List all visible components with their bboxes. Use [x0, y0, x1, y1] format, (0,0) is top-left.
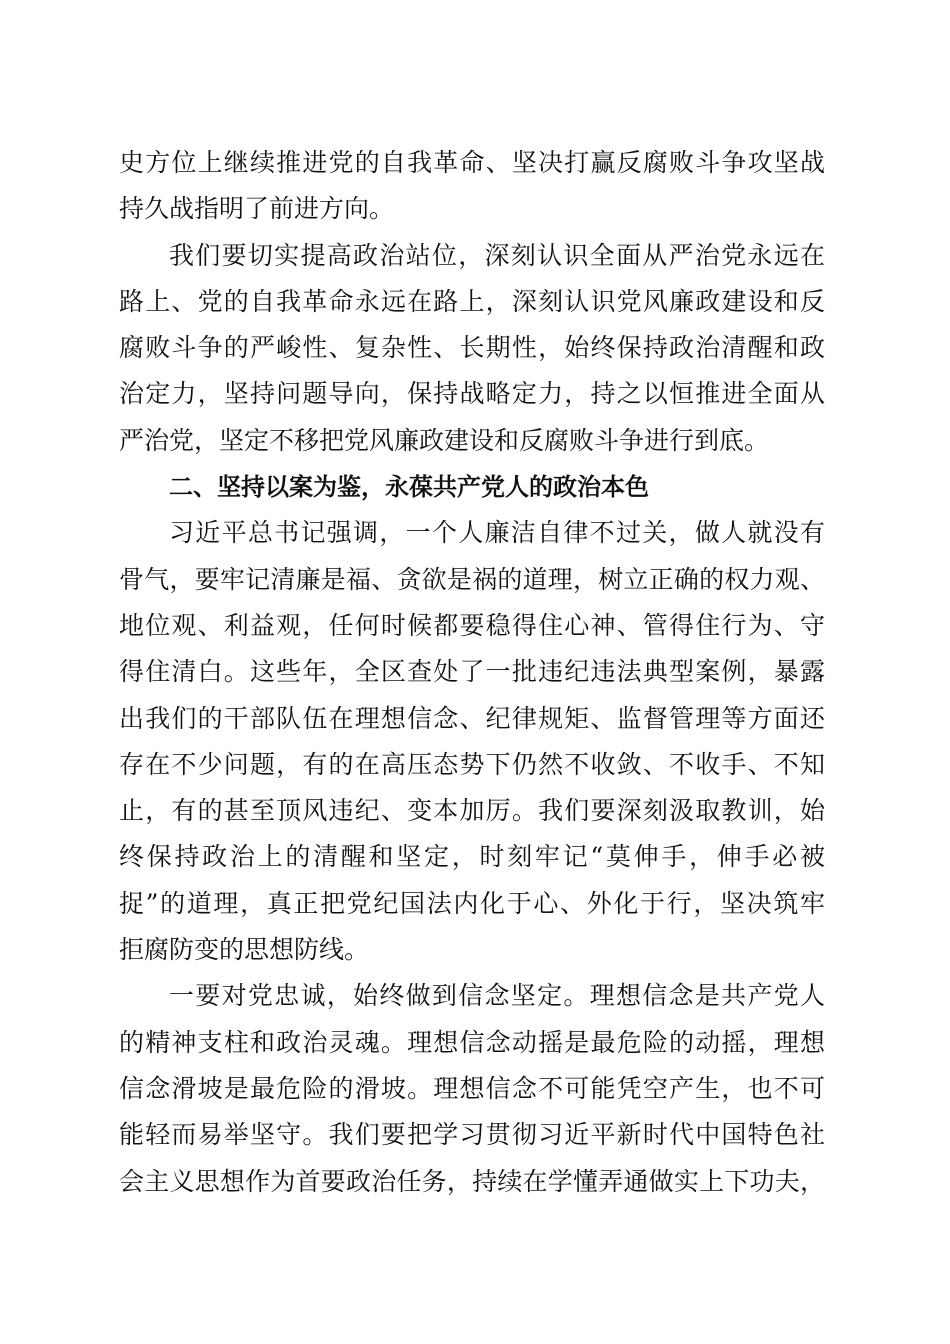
paragraph-first-line: 一要对党忠诚，始终做到信念坚定。理想信念是共产党人 [169, 981, 825, 1011]
text-line: 终保持政治上的清醒和坚定，时刻牢记“莫伸手，伸手必被 [119, 842, 825, 872]
text-line: 拒腐防变的思想防线。 [119, 935, 370, 965]
section-heading: 二、坚持以案为鉴，永葆共产党人的政治本色 [169, 473, 649, 502]
text-line: 的精神支柱和政治灵魂。理想信念动摇是最危险的动摇，理想 [119, 1027, 825, 1057]
text-line: 腐败斗争的严峻性、复杂性、长期性，始终保持政治清醒和政 [119, 333, 825, 363]
paragraph-first-line: 我们要切实提高政治站位，深刻认识全面从严治党永远在 [169, 240, 825, 270]
text-line: 存在不少问题，有的在高压态势下仍然不收敛、不收手、不知 [119, 749, 825, 779]
text-line: 能轻而易举坚守。我们要把学习贯彻习近平新时代中国特色社 [119, 1120, 825, 1150]
text-line: 路上、党的自我革命永远在路上，深刻认识党风廉政建设和反 [119, 286, 825, 316]
text-line: 止，有的甚至顶风违纪、变本加厉。我们要深刻汲取教训，始 [119, 796, 825, 826]
text-line: 持久战指明了前进方向。 [119, 194, 395, 224]
text-line: 捉”的道理，真正把党纪国法内化于心、外化于行，坚决筑牢 [119, 888, 825, 918]
text-line: 史方位上继续推进党的自我革命、坚决打赢反腐败斗争攻坚战 [119, 148, 825, 177]
paragraph-first-line: 习近平总书记强调，一个人廉洁自律不过关，做人就没有 [169, 518, 825, 548]
text-line: 骨气，要牢记清廉是福、贪欲是祸的道理，树立正确的权力观、 [119, 564, 825, 594]
text-line: 严治党，坚定不移把党风廉政建设和反腐败斗争进行到底。 [119, 425, 770, 455]
text-line: 信念滑坡是最危险的滑坡。理想信念不可能凭空产生，也不可 [119, 1073, 825, 1103]
text-line: 地位观、利益观，任何时候都要稳得住心神、管得住行为、守 [119, 610, 825, 640]
text-line: 会主义思想作为首要政治任务，持续在学懂弄通做实上下功夫， [119, 1166, 825, 1196]
document-body [119, 140, 825, 1205]
text-line: 治定力，坚持问题导向，保持战略定力，持之以恒推进全面从 [119, 379, 825, 409]
text-line: 得住清白。这些年，全区查处了一批违纪违法典型案例，暴露 [119, 657, 825, 687]
text-line: 出我们的干部队伍在理想信念、纪律规矩、监督管理等方面还 [119, 703, 825, 733]
